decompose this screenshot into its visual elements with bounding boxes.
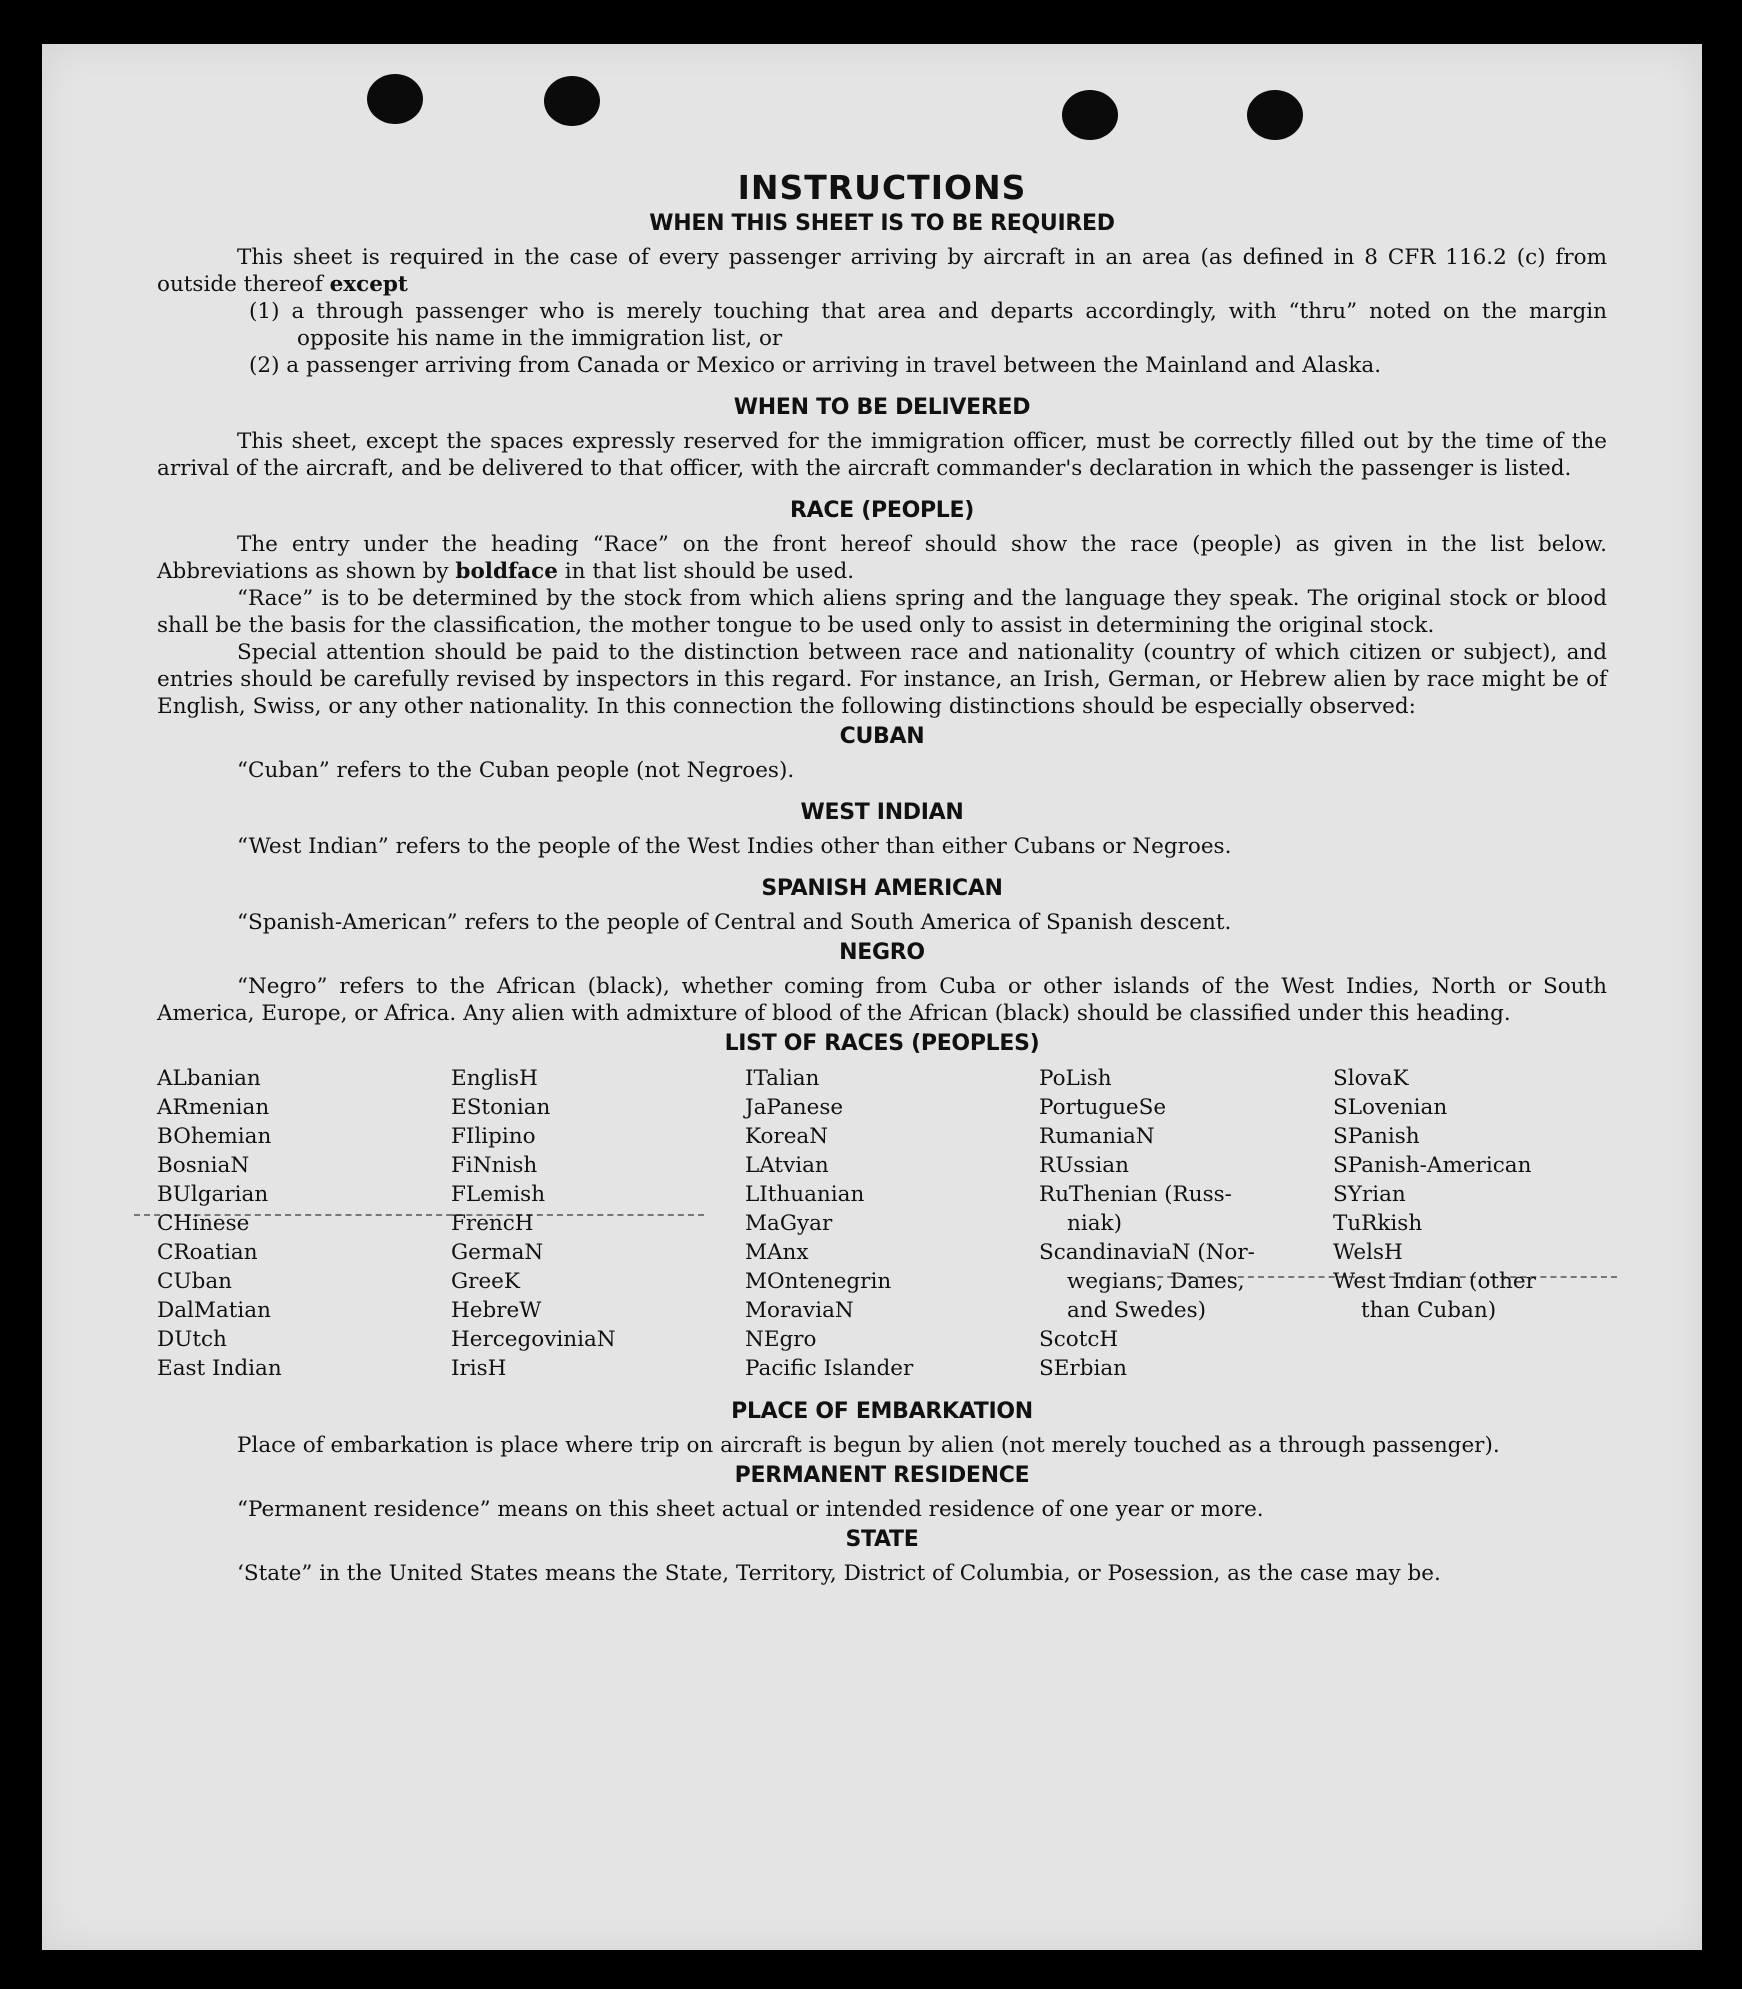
race-column [745, 1064, 1039, 1383]
race-entry: TuRkish [1333, 1211, 1423, 1236]
race-entry: PortugueSe [1039, 1095, 1167, 1120]
race-entry: CHinese [157, 1211, 250, 1236]
paragraph: “Cuban” refers to the Cuban people (not Negroes). [237, 758, 795, 783]
race-entry: RumaniaN [1039, 1124, 1155, 1149]
race-entry: SPanish [1333, 1124, 1420, 1149]
race-entry: LIthuanian [745, 1182, 865, 1207]
race-entry: SYrian [1333, 1182, 1406, 1207]
race-entry: ScandinaviaN (Nor- [1039, 1240, 1255, 1265]
section-heading: CUBAN [839, 724, 925, 749]
race-entry: SErbian [1039, 1356, 1128, 1381]
list-item: (1) a through passenger who is merely touching that area and departs accordingly, with “thru” noted on the margin opposite his name in the immigration list, or [249, 299, 1607, 351]
race-entry: SlovaK [1333, 1066, 1409, 1091]
race-column [1333, 1064, 1627, 1383]
paragraph-text: The entry under the heading “Race” on the front hereof should show the race (people) as given in the list below. Abbreviations as shown by [157, 532, 1607, 584]
race-entry: MOntenegrin [745, 1269, 892, 1294]
section-heading: SPANISH AMERICAN [761, 876, 1003, 901]
race-entry: NEgro [745, 1327, 817, 1352]
paragraph: “Spanish-American” refers to the people of Central and South America of Spanish descent. [237, 910, 1232, 935]
race-entry: ScotcH [1039, 1327, 1119, 1352]
page-title: INSTRUCTIONS [737, 168, 1027, 207]
race-entry: DalMatian [157, 1298, 271, 1323]
race-list [157, 1064, 1607, 1383]
race-entry: niak) [1067, 1211, 1122, 1236]
paragraph: Special attention should be paid to the distinction between race and nationality (country of which citizen or subject), and entries should be carefully revised by inspectors in this regard. For instance, an Irish, German, or Hebrew alien by race might be of English, Swiss, or any other nationality. In this connection the following distinctions should be especially observed: [157, 640, 1607, 719]
race-column [157, 1064, 451, 1383]
race-entry: BOhemian [157, 1124, 272, 1149]
section-heading: NEGRO [839, 940, 925, 965]
race-entry: SPanish-American [1333, 1153, 1532, 1178]
race-entry: HebreW [451, 1298, 542, 1323]
race-entry: CRoatian [157, 1240, 258, 1265]
race-entry: LAtvian [745, 1153, 829, 1178]
race-entry: JaPanese [745, 1095, 844, 1120]
punch-hole [544, 76, 600, 126]
race-entry: WelsH [1333, 1240, 1403, 1265]
race-entry: ALbanian [157, 1066, 261, 1091]
race-entry: SLovenian [1333, 1095, 1448, 1120]
race-entry: wegians, Danes, [1067, 1269, 1245, 1294]
race-entry: GermaN [451, 1240, 544, 1265]
race-entry: CUban [157, 1269, 232, 1294]
paragraph: This sheet, except the spaces expressly reserved for the immigration officer, must be correctly filled out by the time of the arrival of the aircraft, and be delivered to that officer, with the aircraft commander's declaration in which the passenger is listed. [157, 429, 1607, 481]
race-entry: MaGyar [745, 1211, 833, 1236]
race-entry: and Swedes) [1067, 1298, 1207, 1323]
section-heading: LIST OF RACES (PEOPLES) [724, 1031, 1040, 1056]
race-entry: ARmenian [157, 1095, 270, 1120]
paragraph: Place of embarkation is place where trip on aircraft is begun by alien (not merely touched as a through passenger). [237, 1433, 1500, 1458]
section-heading: WEST INDIAN [800, 800, 964, 825]
punch-hole [367, 74, 423, 124]
race-entry: Pacific Islander [745, 1356, 914, 1381]
race-entry: FLemish [451, 1182, 546, 1207]
paragraph: “Permanent residence” means on this sheet actual or intended residence of one year or more. [237, 1497, 1264, 1522]
race-entry: RuThenian (Russ- [1039, 1182, 1232, 1207]
section-heading: WHEN THIS SHEET IS TO BE REQUIRED [649, 211, 1115, 236]
paragraph [157, 244, 1607, 298]
paragraph-text: in that list should be used. [564, 559, 855, 584]
race-entry: ITalian [745, 1066, 820, 1091]
punch-hole [1247, 90, 1303, 140]
race-entry: MoraviaN [745, 1298, 854, 1323]
paragraph: ‘State” in the United States means the State, Territory, District of Columbia, or Posession, as the case may be. [237, 1561, 1441, 1586]
list-item: (2) a passenger arriving from Canada or Mexico or arriving in travel between the Mainland and Alaska. [249, 353, 1382, 378]
race-entry: EnglisH [451, 1066, 538, 1091]
race-entry: RUssian [1039, 1153, 1129, 1178]
paragraph: “West Indian” refers to the people of the West Indies other than either Cubans or Negroes. [237, 834, 1232, 859]
section-heading: PERMANENT RESIDENCE [734, 1463, 1030, 1488]
race-entry: DUtch [157, 1327, 227, 1352]
race-entry: HercegoviniaN [451, 1327, 616, 1352]
race-entry: MAnx [745, 1240, 809, 1265]
race-column [451, 1064, 745, 1383]
race-entry: West Indian (other [1333, 1269, 1536, 1294]
race-entry: KoreaN [745, 1124, 829, 1149]
paragraph-bold-text: boldface [455, 559, 558, 584]
race-entry: IrisH [451, 1356, 507, 1381]
section-heading: PLACE OF EMBARKATION [731, 1399, 1033, 1424]
section-heading: RACE (PEOPLE) [789, 498, 975, 523]
race-column [1039, 1064, 1333, 1383]
instructions-body [157, 168, 1607, 1587]
race-entry: GreeK [451, 1269, 520, 1294]
race-entry: PoLish [1039, 1066, 1112, 1091]
section-heading: WHEN TO BE DELIVERED [733, 395, 1031, 420]
race-entry: East Indian [157, 1356, 282, 1381]
race-entry: FiNnish [451, 1153, 538, 1178]
race-entry: BUlgarian [157, 1182, 269, 1207]
race-entry: EStonian [451, 1095, 551, 1120]
section-heading: STATE [845, 1527, 919, 1552]
paragraph-bold-text: except [329, 272, 408, 297]
paragraph: “Negro” refers to the African (black), whether coming from Cuba or other islands of the West Indies, North or South America, Europe, or Africa. Any alien with admixture of blood of the African (black) should be classified under this heading. [157, 974, 1607, 1026]
punch-hole [1062, 90, 1118, 140]
paragraph-text: This sheet is required in the case of every passenger arriving by aircraft in an area (as defined in 8 CFR 116.2 (c) from outside thereof [157, 245, 1607, 297]
race-entry: FIlipino [451, 1124, 536, 1149]
document-page [42, 44, 1702, 1950]
paragraph [157, 531, 1607, 585]
race-entry: FrencH [451, 1211, 534, 1236]
paragraph: “Race” is to be determined by the stock from which aliens spring and the language they speak. The original stock or blood shall be the basis for the classification, the mother tongue to be used only to assist in determining the original stock. [157, 586, 1607, 638]
race-entry: than Cuban) [1361, 1298, 1497, 1323]
race-entry: BosniaN [157, 1153, 250, 1178]
